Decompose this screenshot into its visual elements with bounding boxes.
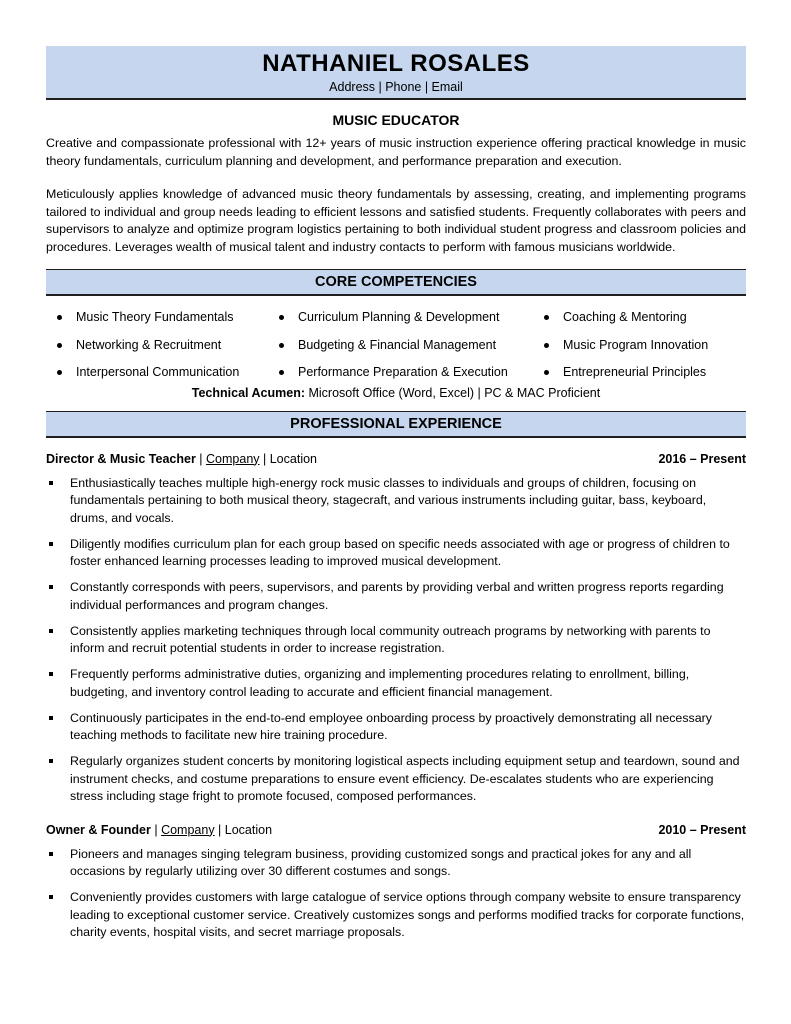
job-title-line — [46, 451, 317, 468]
job-bullet: Frequently performs administrative duties, organizing and implementing procedures relating to enrollment, billing, budgeting, and inventory control leading to accurate and efficient financial management. — [46, 666, 746, 701]
job-role: Director & Music Teacher — [46, 451, 196, 466]
technical-acumen-value: Microsoft Office (Word, Excel) | PC & MAC Proficient — [305, 385, 601, 400]
job-header — [46, 451, 746, 468]
competency-item: Performance Preparation & Execution — [268, 359, 533, 387]
technical-acumen-label: Technical Acumen: — [191, 385, 305, 400]
competency-item: Music Program Innovation — [533, 332, 743, 360]
technical-acumen — [46, 385, 746, 402]
separator: | — [195, 451, 207, 466]
job-bullet: Constantly corresponds with peers, supervisors, and parents by providing verbal and written progress reports regarding individual performances and program changes. — [46, 579, 746, 614]
candidate-name: NATHANIEL ROSALES — [262, 50, 530, 77]
job-dates: 2010 – Present — [658, 822, 746, 837]
competencies-grid — [46, 304, 746, 387]
competency-item: Interpersonal Communication — [46, 359, 268, 387]
resume-page — [46, 46, 746, 950]
core-competencies-heading: CORE COMPETENCIES — [46, 269, 746, 296]
job-dates: 2016 – Present — [658, 451, 746, 466]
job-bullet: Diligently modifies curriculum plan for each group based on specific needs associated with age or progress of children to foster enhanced learning processes leading to improved musical development. — [46, 536, 746, 571]
job-role: Owner & Founder — [46, 822, 151, 837]
competency-item: Budgeting & Financial Management — [268, 332, 533, 360]
competencies-column-3 — [533, 304, 743, 387]
separator: | — [150, 822, 162, 837]
company-link[interactable]: Company — [206, 451, 260, 466]
job-header — [46, 822, 746, 839]
summary-paragraph-1: Creative and compassionate professional with 12+ years of music instruction experience offering practical knowledge in music theory fundamentals, curriculum planning and development, and performance preparation and execution. — [46, 136, 746, 168]
header-banner — [46, 46, 746, 100]
competencies-column-1 — [46, 304, 268, 387]
job-bullet: Consistently applies marketing techniques through local community outreach programs by networking with parents to inform and recruit potential students in order to increase registration. — [46, 623, 746, 658]
competency-item: Coaching & Mentoring — [533, 304, 743, 332]
separator: | — [259, 451, 270, 466]
professional-experience-heading: PROFESSIONAL EXPERIENCE — [46, 411, 746, 438]
competency-item: Networking & Recruitment — [46, 332, 268, 360]
competency-item: Music Theory Fundamentals — [46, 304, 268, 332]
contact-line: Address | Phone | Email — [329, 80, 463, 94]
job-bullet: Pioneers and manages singing telegram business, providing customized songs and practical jokes for any and all occasions by regularly utilizing over 30 different costumes and songs. — [46, 846, 746, 881]
job-bullet: Conveniently provides customers with large catalogue of service options through company website to ensure transparency leading to exceptional customer service. Creatively customizes songs and performs modified tracks for corporate functions, charity events, hospital visits, and secret marriage proposals. — [46, 889, 746, 942]
job-title: MUSIC EDUCATOR — [332, 112, 460, 128]
job-location: Location — [269, 451, 317, 466]
job-bullet: Regularly organizes student concerts by monitoring logistical aspects including equipment setup and teardown, sound and instrument checks, and costume preparations to ensure event efficiency. De-escalates students who are experiencing stress including stage fright to promote focused, composed performances. — [46, 753, 746, 806]
competencies-column-2 — [268, 304, 533, 387]
job-bullet: Enthusiastically teaches multiple high-energy rock music classes to individuals and groups of children, focusing on fundamentals pertaining to both musical theory, stagecraft, and various instruments including guitar, bass, keyboard, drums, and vocals. — [46, 475, 746, 528]
job-bullets — [46, 846, 746, 942]
job-location: Location — [224, 822, 273, 837]
competency-item: Entrepreneurial Principles — [533, 359, 743, 387]
competency-item: Curriculum Planning & Development — [268, 304, 533, 332]
job-bullet: Continuously participates in the end-to-end employee onboarding process by proactively demonstrating all necessary teaching methods to facilitate new hire training procedure. — [46, 710, 746, 745]
job-title-line — [46, 822, 272, 839]
summary-paragraph-2: Meticulously applies knowledge of advanced music theory fundamentals by assessing, creating, and implementing programs tailored to individual and group needs leading to efficient lessons and satisfied students. Frequently collaborates with peers and supervisors to analyze and optimize program logistics pertaining to both individual student progress and classroom policies and procedures. Leverages wealth of musical talent and industry contacts to perform with famous musicians worldwide. — [46, 187, 746, 254]
separator: | — [214, 822, 225, 837]
job-bullets — [46, 475, 746, 806]
company-link[interactable]: Company — [161, 822, 215, 837]
